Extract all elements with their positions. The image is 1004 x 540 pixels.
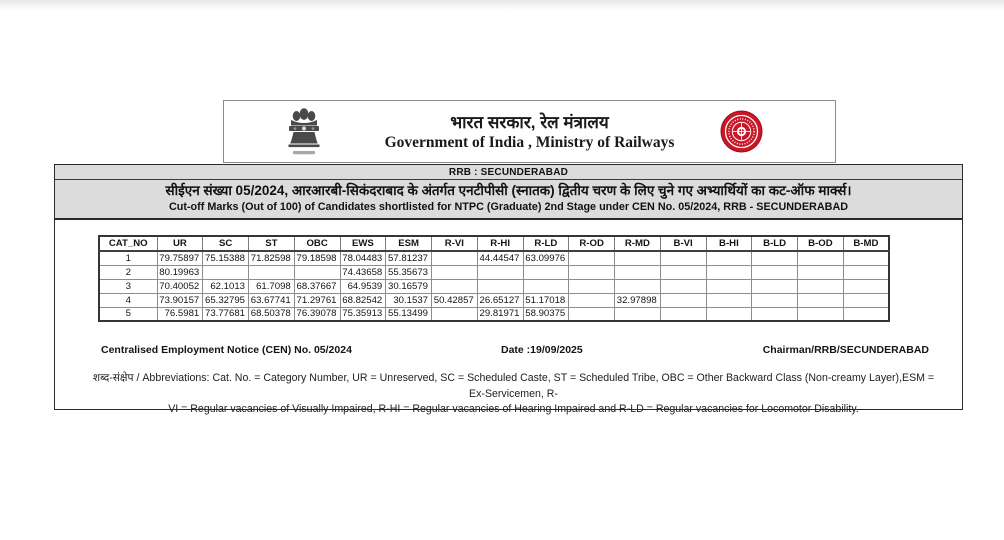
column-header: ST	[249, 236, 295, 251]
table-cell	[569, 279, 615, 293]
table-cell: 68.37667	[294, 279, 340, 293]
table-cell: 79.75897	[157, 251, 203, 265]
table-cell	[706, 265, 752, 279]
table-row	[99, 293, 889, 307]
table-cell	[706, 293, 752, 307]
table-cell	[660, 265, 706, 279]
table-row	[99, 265, 889, 279]
table-cell	[615, 251, 661, 265]
rrb-region-banner: RRB : SECUNDERABAD	[55, 165, 962, 180]
table-cell: 73.77681	[203, 307, 249, 321]
ministry-title-english: Government of India , Ministry of Railways	[384, 134, 675, 152]
column-header: R-OD	[569, 236, 615, 251]
table-cell: 1	[99, 251, 157, 265]
table-cell	[432, 279, 478, 293]
table-cell	[706, 279, 752, 293]
table-cell: 80.19963	[157, 265, 203, 279]
table-cell	[660, 279, 706, 293]
table-cell	[203, 265, 249, 279]
table-cell	[569, 251, 615, 265]
abbreviations-note	[91, 371, 936, 418]
table-cell: 61.7098	[249, 279, 295, 293]
table-cell	[706, 307, 752, 321]
table-cell: 50.42857	[432, 293, 478, 307]
column-header: R-VI	[432, 236, 478, 251]
table-cell	[798, 251, 844, 265]
cutoff-marks-table	[98, 235, 890, 322]
table-cell	[752, 293, 798, 307]
cen-notice-label: Centralised Employment Notice (CEN) No. 05/2024	[101, 344, 352, 356]
abbreviations-line2: VI = Regular vacancies of Visually Impaired, R-HI = Regular vacancies of Hearing Impaired and R-LD = Regular vacancies for Locomotor Disability.	[168, 403, 859, 415]
notice-title-band	[55, 180, 962, 220]
table-cell	[294, 265, 340, 279]
column-header: B-OD	[798, 236, 844, 251]
table-cell	[752, 265, 798, 279]
table-cell: 68.50378	[249, 307, 295, 321]
table-cell: 75.15388	[203, 251, 249, 265]
table-cell: 64.9539	[340, 279, 386, 293]
table-cell	[660, 251, 706, 265]
table-cell	[569, 307, 615, 321]
table-cell: 29.81971	[477, 307, 523, 321]
table-cell	[752, 279, 798, 293]
table-cell	[432, 307, 478, 321]
table-cell: 63.67741	[249, 293, 295, 307]
column-header: R-MD	[615, 236, 661, 251]
column-header: B-MD	[843, 236, 889, 251]
table-cell: 71.82598	[249, 251, 295, 265]
table-cell: 76.5981	[157, 307, 203, 321]
table-cell	[615, 265, 661, 279]
table-cell	[477, 279, 523, 293]
table-row	[99, 251, 889, 265]
table-cell	[660, 307, 706, 321]
table-cell: 70.40052	[157, 279, 203, 293]
table-cell	[477, 265, 523, 279]
table-cell	[843, 293, 889, 307]
ashoka-emblem-icon	[284, 105, 324, 160]
table-cell	[660, 293, 706, 307]
column-header: SC	[203, 236, 249, 251]
table-cell: 74.43658	[340, 265, 386, 279]
table-cell	[569, 293, 615, 307]
page-top-shade	[0, 0, 1004, 10]
table-cell	[798, 307, 844, 321]
table-row	[99, 307, 889, 321]
table-cell	[843, 279, 889, 293]
column-header: OBC	[294, 236, 340, 251]
notice-title-hindi: सीईएन संख्या 05/2024, आरआरबी-सिकंदराबाद के अंतर्गत एनटीपीसी (स्नातक) द्वितीय चरण के लिए चुने गए अभ्यार्थियों का कट-ऑफ मार्क्स।	[165, 183, 852, 198]
notice-document-box	[54, 164, 963, 415]
table-cell: 55.35673	[386, 265, 432, 279]
column-header: ESM	[386, 236, 432, 251]
table-cell	[752, 307, 798, 321]
table-cell	[752, 251, 798, 265]
table-header-row	[99, 236, 889, 251]
table-cell	[523, 265, 569, 279]
table-cell: 32.97898	[615, 293, 661, 307]
table-cell	[523, 279, 569, 293]
table-cell	[615, 307, 661, 321]
table-cell	[798, 293, 844, 307]
column-header: R-LD	[523, 236, 569, 251]
table-cell	[798, 265, 844, 279]
notice-date: Date :19/09/2025	[501, 344, 583, 356]
table-cell: 62.1013	[203, 279, 249, 293]
table-cell	[615, 279, 661, 293]
table-cell: 51.17018	[523, 293, 569, 307]
table-cell: 57.81237	[386, 251, 432, 265]
column-header: B-HI	[706, 236, 752, 251]
signatory-label: Chairman/RRB/SECUNDERABAD	[762, 344, 929, 356]
table-cell: 58.90375	[523, 307, 569, 321]
table-cell: 30.1537	[386, 293, 432, 307]
table-cell: 79.18598	[294, 251, 340, 265]
table-cell: 2	[99, 265, 157, 279]
table-cell: 71.29761	[294, 293, 340, 307]
column-header: B-LD	[752, 236, 798, 251]
table-cell	[249, 265, 295, 279]
indian-railways-logo-icon	[720, 110, 763, 153]
government-header-titles	[385, 110, 675, 153]
column-header: EWS	[340, 236, 386, 251]
ministry-title-hindi: भारत सरकार, रेल मंत्रालय	[450, 113, 609, 133]
table-cell: 65.32795	[203, 293, 249, 307]
table-cell: 76.39078	[294, 307, 340, 321]
table-cell	[569, 265, 615, 279]
table-cell: 3	[99, 279, 157, 293]
table-cell: 75.35913	[340, 307, 386, 321]
table-cell	[843, 251, 889, 265]
table-cell: 26.65127	[477, 293, 523, 307]
table-cell	[843, 307, 889, 321]
abbreviations-line1: शब्द-संक्षेप / Abbreviations: Cat. No. = Category Number, UR = Unreserved, SC = Scheduled Caste, ST = Scheduled Tribe, OBC = Other Backward Class (Non-creamy Layer),ESM = Ex-Servicemen, R-	[92, 372, 935, 400]
column-header: UR	[157, 236, 203, 251]
table-cell: 68.82542	[340, 293, 386, 307]
table-cell	[432, 265, 478, 279]
table-cell	[432, 251, 478, 265]
table-cell: 78.04483	[340, 251, 386, 265]
table-cell	[706, 251, 752, 265]
table-cell: 73.90157	[157, 293, 203, 307]
table-cell: 44.44547	[477, 251, 523, 265]
table-row	[99, 279, 889, 293]
table-cell: 4	[99, 293, 157, 307]
column-header: CAT_NO	[99, 236, 157, 251]
table-cell: 63.09976	[523, 251, 569, 265]
notice-title-english: Cut-off Marks (Out of 100) of Candidates shortlisted for NTPC (Graduate) 2nd Stage under CEN No. 05/2024, RRB - SECUNDERABAD	[168, 201, 849, 213]
column-header: B-VI	[660, 236, 706, 251]
table-cell: 30.16579	[386, 279, 432, 293]
notice-footer-row	[55, 344, 962, 356]
table-cell	[843, 265, 889, 279]
table-cell: 55.13499	[386, 307, 432, 321]
government-header-box	[223, 100, 836, 163]
column-header: R-HI	[477, 236, 523, 251]
table-cell	[798, 279, 844, 293]
table-cell: 5	[99, 307, 157, 321]
